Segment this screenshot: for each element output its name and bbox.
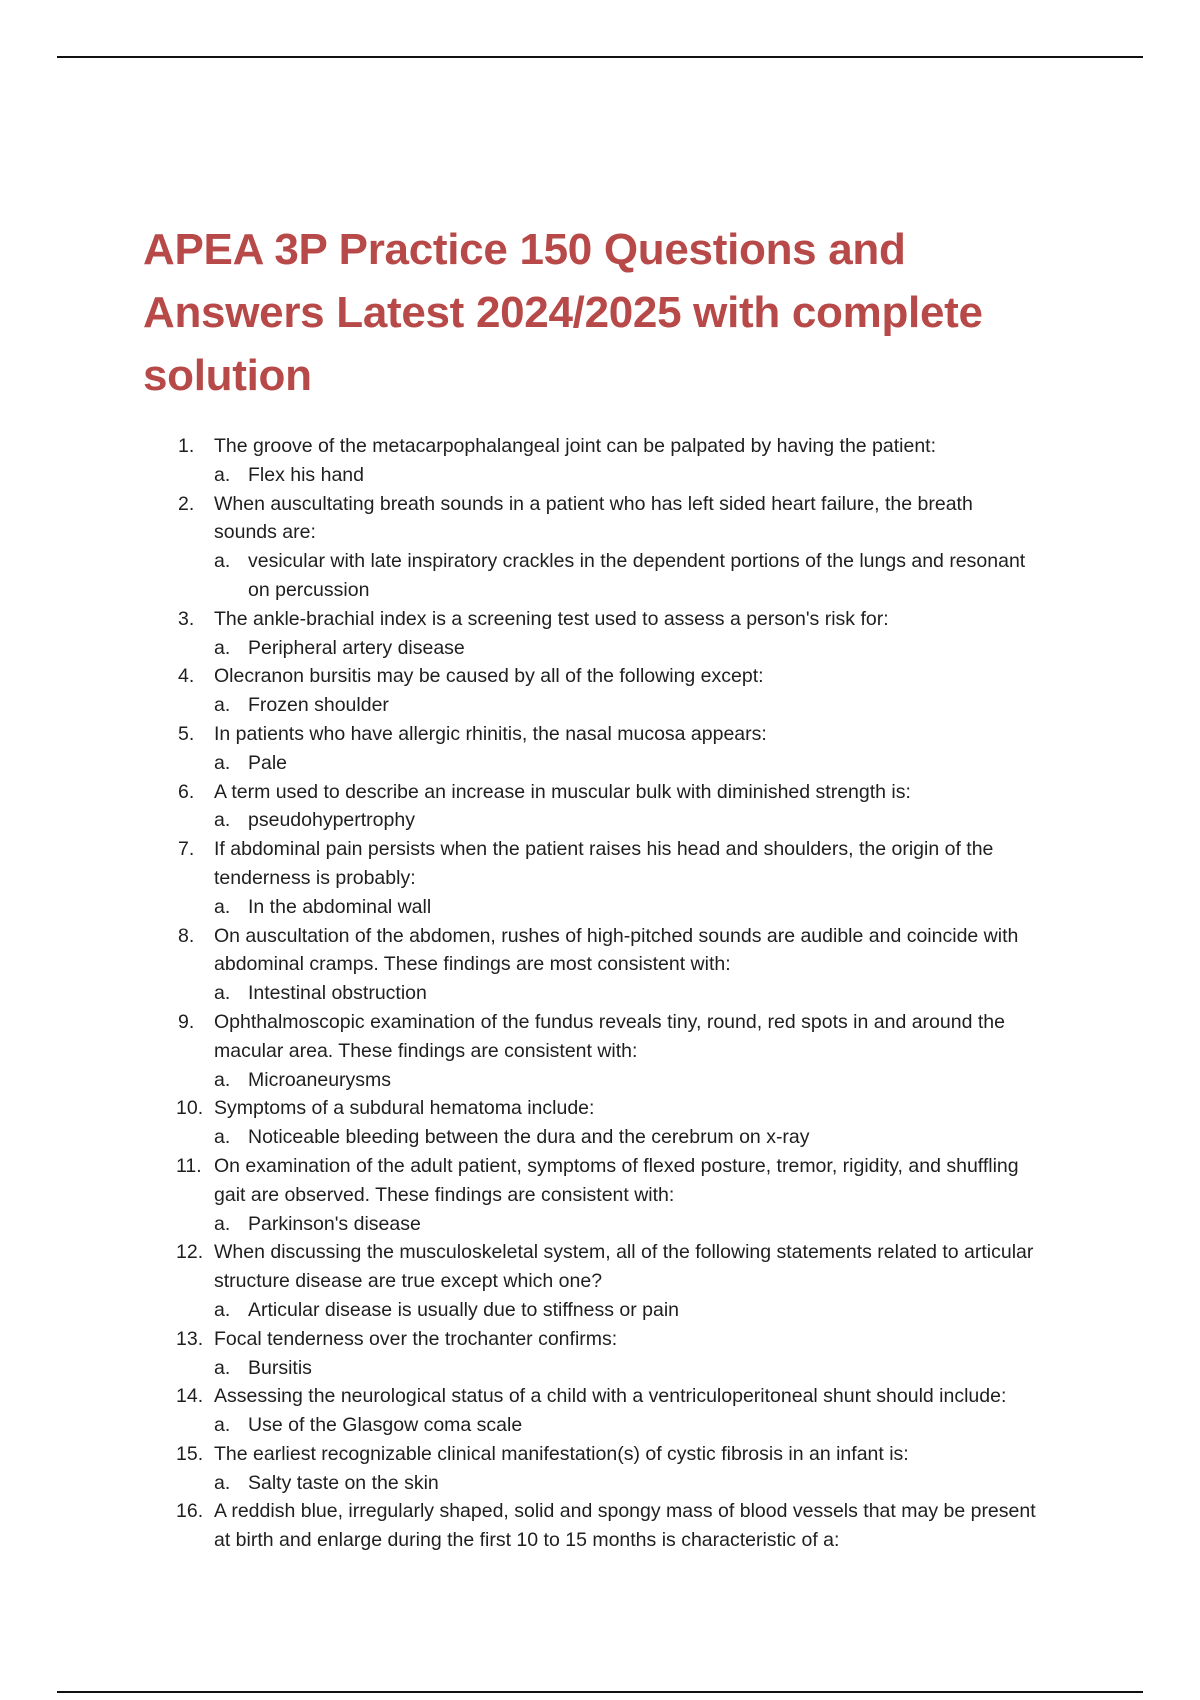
answer-item — [178, 547, 1038, 605]
question-item — [178, 1008, 1038, 1066]
answer-label: a. — [214, 1068, 231, 1091]
question-number: 11. — [176, 1154, 202, 1177]
answer-text: Articular disease is usually due to stiffness or pain — [248, 1298, 680, 1321]
question-number: 13. — [176, 1327, 204, 1350]
answer-text: Intestinal obstruction — [248, 982, 427, 1005]
question-text: The groove of the metacarpophalangeal joint can be palpated by having the patient: — [214, 435, 937, 457]
question-item — [178, 605, 1038, 634]
answer-item — [178, 1066, 1038, 1095]
question-text: On auscultation of the abdomen, rushes of high-pitched sounds are audible and coincide with abdominal cramps. These findings are most consistent with: — [214, 924, 1019, 976]
question-item — [178, 1325, 1038, 1354]
answer-label: a. — [214, 1298, 231, 1321]
question-item — [178, 1440, 1038, 1469]
question-text: If abdominal pain persists when the patient raises his head and shoulders, the origin of the tenderness is probably: — [214, 838, 994, 889]
question-item — [178, 1152, 1038, 1210]
answer-label: a. — [214, 636, 231, 659]
question-number: 7. — [178, 838, 195, 861]
answer-item — [178, 806, 1038, 835]
question-item — [178, 1497, 1038, 1555]
answer-label: a. — [214, 550, 231, 573]
question-item — [178, 1238, 1038, 1296]
question-item — [178, 662, 1038, 691]
answer-text: Pale — [248, 751, 288, 774]
answer-item — [178, 979, 1038, 1008]
answer-label: a. — [214, 694, 231, 717]
question-text: Ophthalmoscopic examination of the fundus reveals tiny, round, red spots in and around the macular area. These findings are consistent with: — [214, 1010, 1005, 1062]
question-text: Olecranon bursitis may be caused by all of the following except: — [214, 665, 764, 688]
question-number: 15. — [176, 1442, 204, 1465]
question-text: Focal tenderness over the trochanter confirms: — [214, 1327, 618, 1350]
answer-text: Peripheral artery disease — [248, 636, 465, 659]
question-number: 16. — [176, 1500, 204, 1523]
answer-text: In the abdominal wall — [248, 895, 432, 918]
answer-text: Bursitis — [248, 1356, 312, 1379]
answer-text: Noticeable bleeding between the dura and the cerebrum on x-ray — [248, 1126, 810, 1149]
answer-text: pseudohypertrophy — [248, 809, 415, 832]
answer-label: a. — [214, 1471, 231, 1494]
question-number: 6. — [178, 780, 195, 803]
answer-item — [178, 1354, 1038, 1383]
question-item — [178, 720, 1038, 749]
question-number: 1. — [178, 435, 195, 457]
question-text: When discussing the musculoskeletal system, all of the following statements related to articular structure disease are true except which one? — [214, 1241, 1034, 1293]
answer-text: Use of the Glasgow coma scale — [248, 1414, 523, 1437]
answer-item — [178, 634, 1038, 663]
answer-label: a. — [214, 1356, 231, 1379]
question-item — [178, 1382, 1038, 1411]
question-text: A term used to describe an increase in muscular bulk with diminished strength is: — [214, 780, 911, 803]
question-text: A reddish blue, irregularly shaped, solid and spongy mass of blood vessels that may be present at birth and enlarge during the first 10 to 15 months is characteristic of a: — [214, 1500, 1036, 1552]
answer-text: Salty taste on the skin — [248, 1471, 439, 1494]
question-item — [178, 490, 1038, 548]
answer-label: a. — [214, 463, 231, 486]
answer-label: a. — [214, 895, 231, 918]
answer-text: Microaneurysms — [248, 1068, 392, 1091]
question-number: 9. — [178, 1010, 195, 1033]
answer-label: a. — [214, 1126, 231, 1149]
answer-item — [178, 893, 1038, 922]
answer-item — [178, 461, 1038, 490]
answer-text: vesicular with late inspiratory crackles in the dependent portions of the lungs and resonant on percussion — [248, 550, 1026, 601]
question-text: The earliest recognizable clinical manifestation(s) of cystic fibrosis in an infant is: — [214, 1442, 909, 1465]
top-rule — [57, 56, 1143, 58]
question-number: 2. — [178, 492, 195, 515]
answer-label: a. — [214, 809, 231, 832]
question-list — [178, 432, 1038, 1555]
question-number: 3. — [178, 607, 195, 630]
answer-text: Flex his hand — [248, 463, 364, 486]
question-text: On examination of the adult patient, symptoms of flexed posture, tremor, rigidity, and shuffling gait are observed. These findings are consistent with: — [214, 1154, 1019, 1206]
question-text: The ankle-brachial index is a screening test used to assess a person's risk for: — [214, 607, 889, 630]
answer-item — [178, 1210, 1038, 1239]
question-number: 8. — [178, 924, 195, 947]
question-number: 10. — [176, 1097, 204, 1120]
answer-label: a. — [214, 982, 231, 1005]
question-number: 14. — [176, 1385, 204, 1408]
answer-label: a. — [214, 1212, 231, 1235]
document-title: APEA 3P Practice 150 Questions and Answers Latest 2024/2025 with complete solution — [143, 225, 983, 400]
question-text: Assessing the neurological status of a child with a ventriculoperitoneal shunt should include: — [214, 1385, 1007, 1408]
answer-item — [178, 1123, 1038, 1152]
question-number: 12. — [176, 1241, 204, 1264]
question-item — [178, 778, 1038, 807]
bottom-rule — [57, 1691, 1143, 1693]
question-text: In patients who have allergic rhinitis, the nasal mucosa appears: — [214, 722, 767, 745]
answer-text: Frozen shoulder — [248, 694, 389, 717]
question-number: 4. — [178, 665, 195, 688]
answer-item — [178, 749, 1038, 778]
question-text: When auscultating breath sounds in a patient who has left sided heart failure, the breath sounds are: — [214, 492, 973, 544]
answer-item — [178, 1469, 1038, 1498]
answer-label: a. — [214, 1414, 231, 1437]
question-number: 5. — [178, 722, 195, 745]
question-item — [178, 1094, 1038, 1123]
question-item — [178, 922, 1038, 980]
question-item — [178, 432, 1038, 461]
answer-text: Parkinson's disease — [248, 1212, 421, 1235]
question-item — [178, 835, 1038, 893]
answer-item — [178, 1296, 1038, 1325]
question-text: Symptoms of a subdural hematoma include: — [214, 1097, 595, 1120]
answer-item — [178, 1411, 1038, 1440]
answer-label: a. — [214, 751, 231, 774]
answer-item — [178, 691, 1038, 720]
